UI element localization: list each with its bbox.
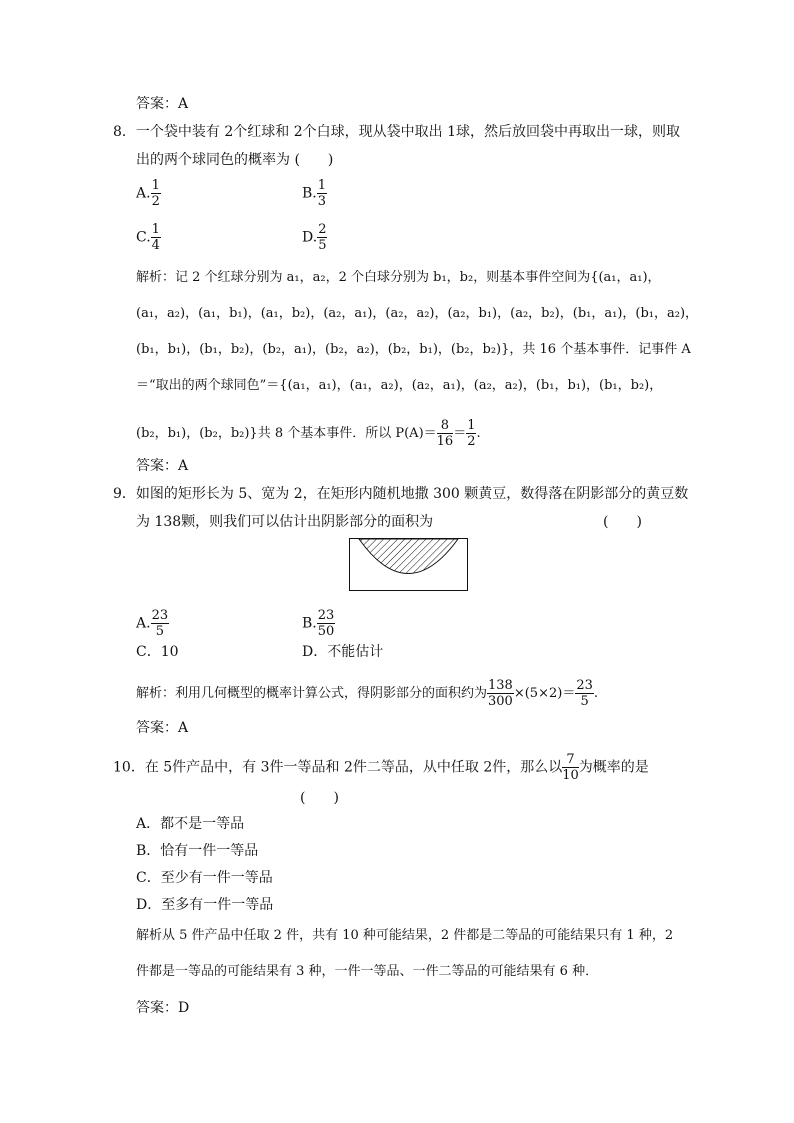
q8-explanation-line2: (a₁，a₂)，(a₁，b₁)，(a₁，b₂)，(a₂，a₁)，(a₂，a₂)，(a₂，b₁)，(a₂，b₂)，(b₁，a₁)，(b₁，a₂)，: [136, 306, 699, 321]
q7-answer: 答案：A: [136, 96, 189, 112]
equals-sign: ＝: [453, 426, 467, 441]
q10-option-b: B．恰有一件一等品: [136, 843, 259, 859]
q8-explanation-line5: [136, 418, 481, 449]
q8-explanation-line3: (b₁，b₁)，(b₁，b₂)，(b₂，a₁)，(b₂，a₂)，(b₂，b₁)，(b₂，b₂)}，共 16 个基本事件．记事件 A: [136, 342, 691, 357]
q8-explanation-text: (b₂，b₁)，(b₂，b₂)}共 8 个基本事件．所以 P(A)＝: [136, 426, 437, 441]
fraction: $\frac{8}{16}$: [436, 418, 454, 449]
q10-option-a: A．都不是一等品: [136, 816, 245, 832]
fraction: $\frac{2}{5}$: [318, 222, 327, 253]
q8-explanation-line4: ＝“取出的两个球同色”＝{(a₁，a₁)，(a₁，a₂)，(a₂，a₁)，(a₂，a₂)，(b₁，b₁)，(b₁，b₂)，: [136, 378, 663, 393]
q9-explanation-expression: ×(5×2)＝: [513, 686, 576, 701]
q10-explanation-line2: 件都是一等品的可能结果有 3 种，一件一等品、一件二等品的可能结果有 6 种．: [136, 964, 599, 979]
q8-stem-line1: 8．一个袋中装有 2个红球和 2个白球，现从袋中取出 1球，然后放回袋中再取出一球，则取: [113, 124, 680, 140]
q9-option-b: [302, 608, 335, 639]
period: .: [476, 426, 481, 441]
q8-option-b: [302, 178, 327, 209]
option-label: B.: [302, 185, 317, 202]
q8-option-c: [136, 222, 161, 253]
q8-explanation-line1: 解析：记 2 个红球分别为 a₁，a₂，2 个白球分别为 b₁，b₂，则基本事件空间为{(a₁，a₁)，: [136, 270, 661, 285]
option-label: C.: [136, 229, 151, 246]
q9-answer: 答案：A: [136, 720, 189, 736]
fraction: $\frac{1}{2}$: [467, 418, 476, 449]
q9-stem-line1: 9．如图的矩形长为 5、宽为 2，在矩形内随机地撒 300 颗黄豆，数得落在阴影部分的黄豆数: [113, 486, 689, 502]
q10-answer-paren: ( ): [300, 790, 339, 806]
fraction: $\frac{1}{3}$: [317, 178, 327, 209]
q8-answer-paren: ( ): [294, 152, 334, 168]
q9-option-c: C．10: [136, 644, 179, 660]
q8-option-a: [136, 178, 161, 209]
q10-option-d: D．至多有一件一等品: [136, 897, 274, 913]
q9-stem-line2: 为 138颗，则我们可以估计出阴影部分的面积为: [136, 514, 434, 530]
q9-explanation: [136, 678, 598, 709]
q10-explanation-line1: 解析从 5 件产品中任取 2 件，共有 10 种可能结果，2 件都是二等品的可能结果只有 1 种，2: [136, 928, 674, 943]
fraction: $\frac{7}{10}$: [562, 752, 579, 783]
fraction: $\frac{1}{2}$: [151, 178, 160, 209]
q9-answer-paren: ( ): [603, 514, 642, 530]
q9-explanation-text: 解析：利用几何概型的概率计算公式，得阴影部分的面积约为: [136, 686, 488, 701]
q10-stem-text: 10．在 5件产品中，有 3件一等品和 2件二等品，从中任取 2件，那么以: [113, 759, 563, 776]
q8-option-d: [302, 222, 327, 253]
option-label: A.: [136, 185, 151, 202]
fraction: $\frac{23}{5}$: [576, 678, 593, 709]
q10-stem-end: 为概率的是: [578, 759, 649, 776]
q8-stem-text: 出的两个球同色的概率为: [136, 152, 290, 168]
option-label: B.: [302, 615, 317, 632]
q8-stem-line2: [136, 150, 333, 170]
q10-stem: [113, 752, 649, 783]
fraction: $\frac{23}{5}$: [151, 608, 169, 639]
fraction: $\frac{1}{4}$: [151, 222, 160, 253]
fraction: $\frac{138}{300}$: [488, 678, 513, 709]
option-label: A.: [136, 615, 151, 632]
q9-option-a: [136, 608, 169, 639]
q10-answer: 答案：D: [136, 1000, 190, 1016]
period: .: [593, 686, 599, 701]
fraction: $\frac{23}{50}$: [317, 608, 335, 639]
option-label: D.: [302, 229, 318, 246]
q9-figure-rectangle-shaded: [349, 538, 468, 591]
q10-option-c: C．至少有一件一等品: [136, 870, 273, 886]
q8-answer: 答案：A: [136, 458, 189, 474]
q9-option-d: D．不能估计: [302, 644, 384, 660]
